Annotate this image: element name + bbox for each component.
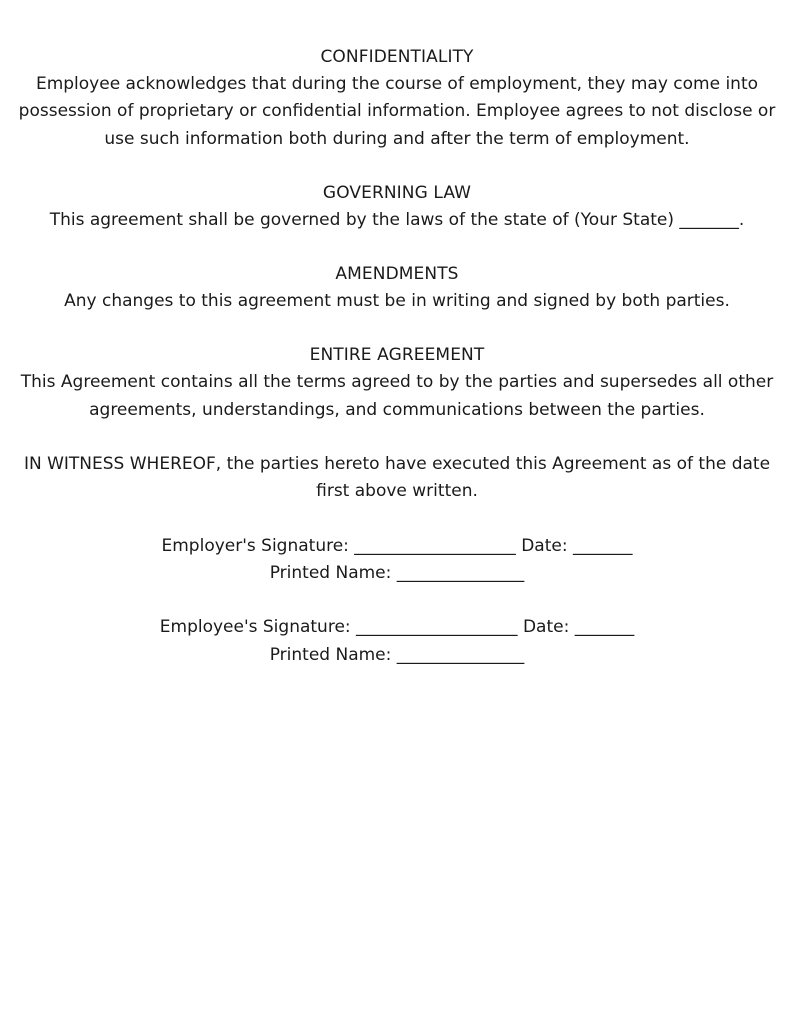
employer-printed-name-line[interactable]: Printed Name: _______________ <box>269 562 525 583</box>
section-amendments <box>16 261 778 315</box>
section-body: Employee acknowledges that during the course of employment, they may come into possession of proprietary or confidential information. Employee agrees to not disclose or use such information both during and after the term of employment. <box>18 74 776 149</box>
section-heading: CONFIDENTIALITY <box>320 47 474 67</box>
witness-text: IN WITNESS WHEREOF, the parties hereto have executed this Agreement as of the date first above written. <box>23 454 771 502</box>
section-confidentiality <box>16 44 778 153</box>
section-body: This agreement shall be governed by the laws of the state of (Your State) _______. <box>49 209 745 230</box>
section-entire-agreement <box>16 342 778 424</box>
section-heading: AMENDMENTS <box>335 264 459 285</box>
employee-signature-line[interactable]: Employee's Signature: ___________________ Date: _______ <box>159 617 635 638</box>
section-body: Any changes to this agreement must be in writing and signed by both parties. <box>64 291 730 312</box>
section-heading: GOVERNING LAW <box>322 182 472 203</box>
employer-signature-block <box>16 533 778 588</box>
employer-signature-line[interactable]: Employer's Signature: ___________________ Date: _______ <box>161 535 633 556</box>
section-body: This Agreement contains all the terms agreed to by the parties and supersedes all other agreements, understandings, and communications between the parties. <box>20 372 774 420</box>
witness-clause <box>16 451 778 506</box>
section-governing-law <box>16 180 778 234</box>
section-heading: ENTIRE AGREEMENT <box>309 345 485 366</box>
employee-printed-name-line[interactable]: Printed Name: _______________ <box>269 644 525 665</box>
employee-signature-block <box>16 614 778 669</box>
